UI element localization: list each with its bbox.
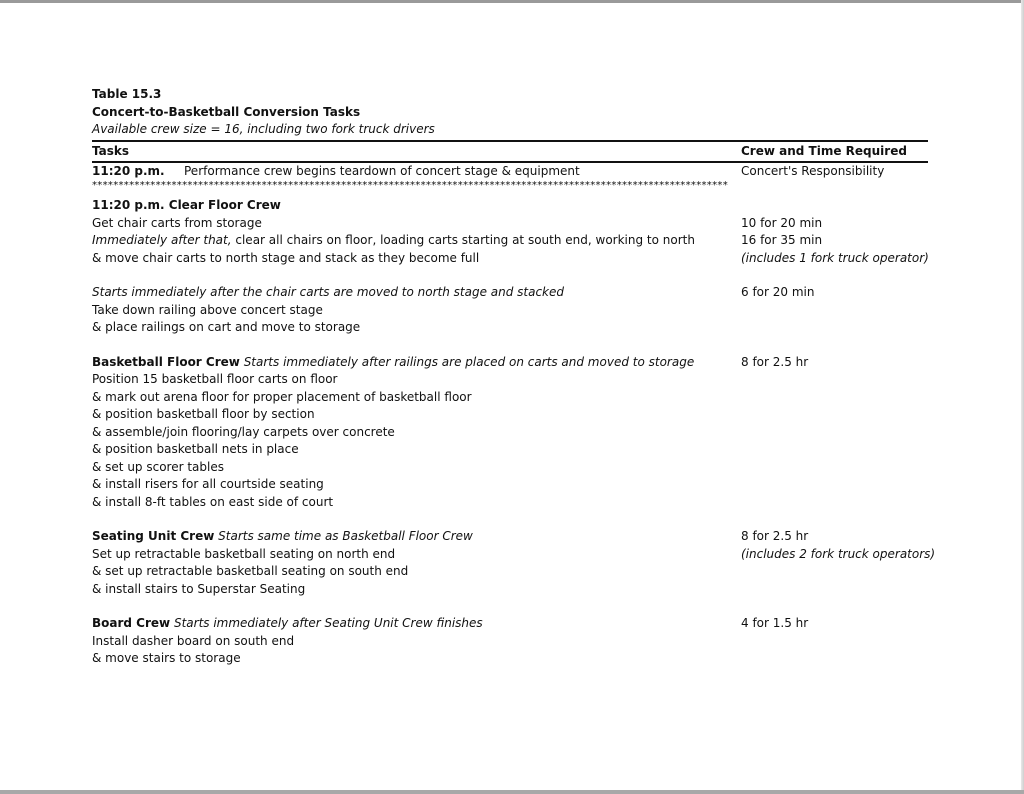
column-header-tasks: Tasks (92, 143, 130, 158)
board-line-2: & move stairs to storage (92, 651, 241, 665)
board-heading: Board Crew (92, 616, 171, 630)
clear-floor-line-3-text: & move chair carts to north stage and stack as they become full (92, 250, 480, 265)
seating-line-1-text: Set up retractable basketball seating on north end (92, 546, 396, 561)
railing-intro-text: Starts immediately after the chair carts are moved to north stage and stacked (92, 285, 565, 299)
railing-line-1: Take down railing above concert stage (92, 302, 323, 317)
seating-section (92, 528, 936, 598)
board-heading-note: Starts immediately after Seating Unit Crew finishes (173, 616, 483, 630)
basketball-floor-heading-note: Starts immediately after railings are placed on carts and moved to storage (243, 354, 695, 369)
board-crew: 4 for 1.5 hr (741, 616, 809, 630)
clear-floor-heading: 11:20 p.m. Clear Floor Crew (92, 198, 281, 212)
first-row-task: Performance crew begins teardown of concert stage & equipment (184, 163, 580, 178)
basketball-floor-crew: 8 for 2.5 hr (741, 354, 809, 369)
railing-line-2: & place railings on cart and move to storage (92, 320, 361, 334)
basketball-floor-line-5: & position basketball nets in place (92, 442, 299, 456)
basketball-floor-line-8: & install 8-ft tables on east side of court (92, 494, 334, 509)
seating-line-1 (92, 546, 936, 564)
clear-floor-line-2-text: clear all chairs on floor, loading carts starting at south end, working to north (235, 233, 695, 247)
table-subtitle: Available crew size = 16, including two fork truck drivers (92, 122, 435, 136)
seating-heading: Seating Unit Crew (92, 529, 215, 543)
railing-intro (92, 284, 928, 302)
basketball-floor-heading: Basketball Floor Crew (92, 354, 240, 369)
seating-heading-note: Starts same time as Basketball Floor Crew (218, 529, 473, 543)
basketball-floor-section (92, 354, 928, 512)
basketball-floor-line-3: & position basketball floor by section (92, 407, 315, 421)
clear-floor-crew-2: 16 for 35 min (741, 233, 823, 247)
basketball-floor-line-1: Position 15 basketball floor carts on floor (92, 372, 338, 386)
first-row-crew: Concert's Responsibility (741, 163, 885, 178)
clear-floor-crew-3: (includes 1 fork truck operator) (741, 250, 929, 265)
seating-heading-line (92, 528, 928, 546)
board-line-1: Install dasher board on south end (92, 633, 295, 648)
clear-floor-line-1-text: Get chair carts from storage (92, 215, 262, 230)
clear-floor-line-1 (92, 215, 928, 233)
basketball-floor-line-2: & mark out arena floor for proper placement of basketball floor (92, 389, 472, 404)
table-title: Concert-to-Basketball Conversion Tasks (92, 104, 361, 119)
asterisk-separator: ************************************************************************************************************************ (92, 180, 728, 191)
first-row (92, 163, 928, 181)
clear-floor-line-2 (92, 232, 928, 250)
railing-crew: 6 for 20 min (741, 285, 815, 299)
clear-floor-section (92, 197, 928, 267)
clear-floor-crew-1: 10 for 20 min (741, 215, 823, 230)
column-header-crew-time: Crew and Time Required (741, 143, 907, 158)
seating-line-3: & install stairs to Superstar Seating (92, 581, 306, 596)
basketball-floor-line-6: & set up scorer tables (92, 459, 224, 474)
document-page (92, 86, 936, 668)
railing-section (92, 284, 928, 337)
seating-line-2: & set up retractable basketball seating on south end (92, 564, 409, 578)
seating-crew-1: 8 for 2.5 hr (741, 529, 809, 543)
clear-floor-line-2-prefix: Immediately after that, (92, 233, 232, 247)
first-row-time: 11:20 p.m. (92, 163, 165, 178)
table-number: Table 15.3 (92, 87, 162, 101)
table-header (92, 140, 928, 163)
basketball-floor-line-4: & assemble/join flooring/lay carpets over concrete (92, 424, 395, 439)
board-heading-line (92, 615, 928, 633)
basketball-floor-line-7: & install risers for all courtside seating (92, 477, 324, 491)
page-bottom-border (0, 790, 1024, 794)
clear-floor-line-3 (92, 250, 928, 268)
page-top-border (0, 0, 1024, 3)
board-section (92, 615, 928, 668)
seating-crew-2: (includes 2 fork truck operators) (741, 546, 936, 561)
basketball-floor-heading-line (92, 354, 928, 372)
